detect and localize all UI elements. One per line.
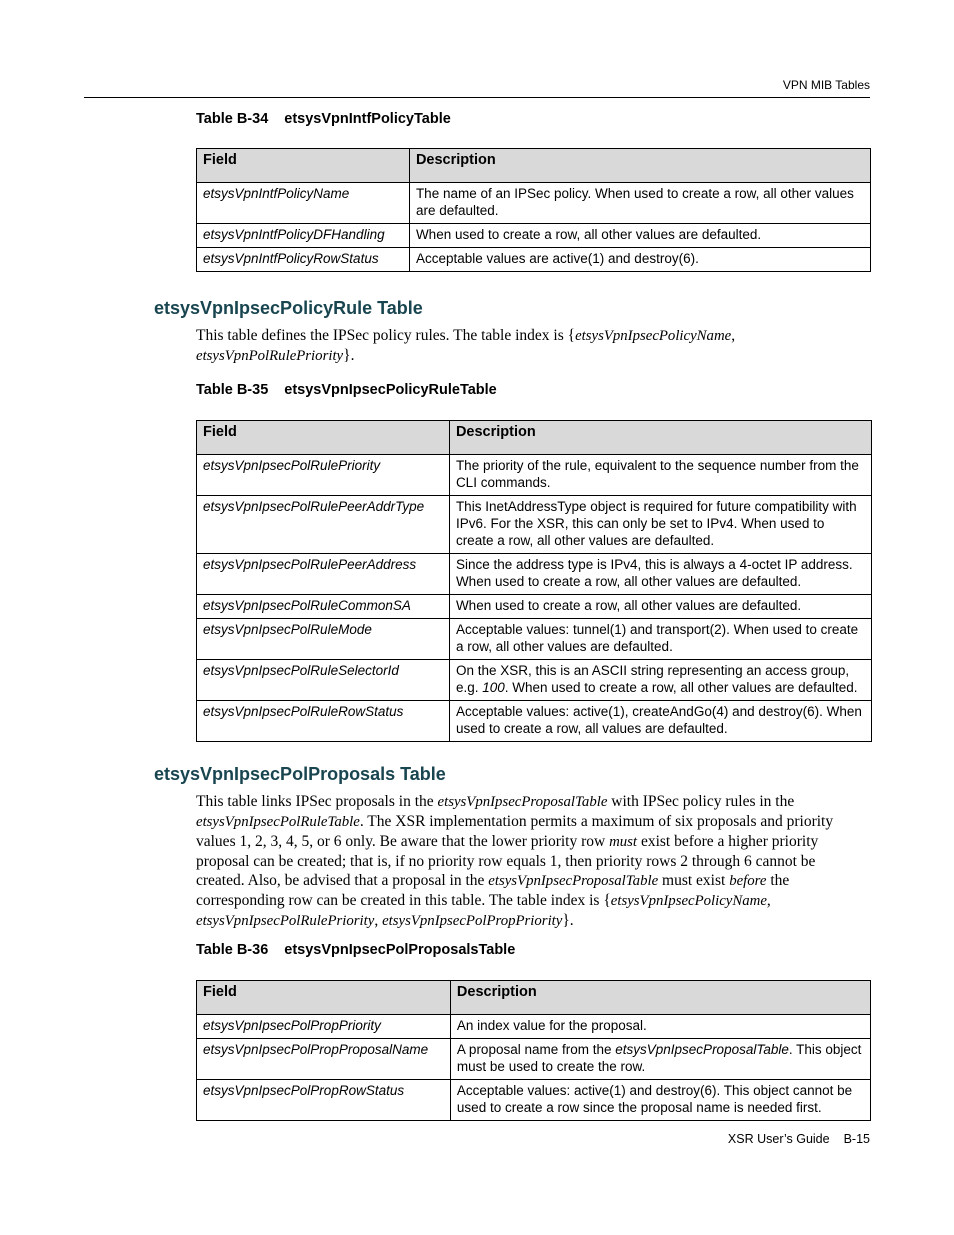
para-text: ,	[374, 912, 383, 929]
field-cell: etsysVpnIpsecPolRuleCommonSA	[197, 595, 450, 619]
para-text: ,	[731, 327, 736, 344]
description-cell: An index value for the proposal.	[450, 1015, 870, 1039]
table-b36-label: Table B-36	[196, 942, 269, 958]
description-cell: This InetAddressType object is required for future compatibility with IPv6. For the XSR, this can only be set to IPv4. When used to create a row, all other values are defaulted.	[449, 496, 871, 554]
table-row	[197, 619, 872, 660]
para-text: This table links IPSec proposals in the	[196, 793, 438, 810]
field-cell: etsysVpnIpsecPolPropPriority	[197, 1015, 451, 1039]
section-heading-policy-rule: etsysVpnIpsecPolicyRule Table	[154, 298, 423, 318]
para-text: }.	[562, 912, 574, 929]
para-text: the corresponding row can be created in this table. The table index is {	[196, 872, 790, 909]
table-header-row	[197, 981, 871, 1015]
page-footer	[728, 1132, 870, 1146]
table-b35-caption	[196, 382, 497, 398]
para-text: This table defines the IPSec policy rules. The table index is {	[196, 327, 576, 344]
description-cell	[450, 1039, 870, 1080]
footer-page-number: B-15	[843, 1132, 870, 1146]
footer-guide-name: XSR User’s Guide	[727, 1132, 830, 1146]
para-italic: etsysVpnIpsecProposalTable	[437, 794, 608, 810]
para-text: with IPSec policy rules in the	[607, 793, 795, 810]
para-italic: must	[609, 834, 638, 850]
para-italic: etsysVpnPolRulePriority	[196, 348, 344, 364]
field-cell: etsysVpnIpsecPolRulePeerAddrType	[197, 496, 450, 554]
table-b34-title: etsysVpnIntfPolicyTable	[284, 111, 451, 127]
pol-proposals-paragraph	[196, 792, 856, 931]
description-italic: 100	[482, 680, 505, 695]
field-cell: etsysVpnIpsecPolPropRowStatus	[197, 1080, 451, 1121]
table-b35	[196, 420, 872, 742]
description-text: A proposal name from the	[456, 1042, 616, 1057]
para-italic: etsysVpnIpsecPolPropPriority	[382, 913, 563, 929]
table-row	[197, 455, 872, 496]
field-cell: etsysVpnIpsecPolRuleSelectorId	[197, 660, 450, 701]
table-b34	[196, 148, 871, 272]
table-row	[197, 496, 872, 554]
description-cell: The name of an IPSec policy. When used to create a row, all other values are defaulted.	[409, 183, 870, 224]
table-b34-label: Table B-34	[196, 111, 269, 127]
field-cell: etsysVpnIpsecPolRulePriority	[197, 455, 450, 496]
field-column-header: Field	[197, 981, 451, 1015]
table-row	[197, 554, 872, 595]
table-row	[197, 1015, 871, 1039]
para-text: . The XSR implementation permits a maximum of six proposals and priority values 1, 2, 3, 4, 5, or 6 only. Be aware that the lower priority row	[196, 813, 834, 850]
para-italic: etsysVpnIpsecPolicyName	[575, 328, 732, 344]
table-header-row	[197, 149, 871, 183]
para-text: must exist	[658, 872, 730, 889]
table-b35-label: Table B-35	[196, 382, 269, 398]
table-b34-caption	[196, 111, 451, 127]
para-text: }.	[343, 347, 355, 364]
table-row	[197, 224, 871, 248]
table-row	[197, 1080, 871, 1121]
description-column-header: Description	[409, 149, 870, 183]
table-row	[197, 660, 872, 701]
field-cell: etsysVpnIntfPolicyDFHandling	[197, 224, 410, 248]
table-row	[197, 248, 871, 272]
table-row	[197, 701, 872, 742]
description-text: . This object must be used to create the row.	[456, 1042, 862, 1074]
table-row	[197, 1039, 871, 1080]
table-b35-title: etsysVpnIpsecPolicyRuleTable	[284, 382, 497, 398]
description-text: . When used to create a row, all other values are defaulted.	[504, 680, 858, 695]
field-column-header: Field	[197, 421, 450, 455]
para-italic: before	[729, 873, 767, 889]
running-header: VPN MIB Tables	[782, 78, 870, 92]
para-italic: etsysVpnIpsecPolicyName	[610, 893, 767, 909]
field-cell: etsysVpnIpsecPolPropProposalName	[197, 1039, 451, 1080]
description-cell: Since the address type is IPv4, this is always a 4-octet IP address. When used to create a row, all other values are defaulted.	[449, 554, 871, 595]
description-cell: Acceptable values: tunnel(1) and transport(2). When used to create a row, all other values are defaulted.	[449, 619, 871, 660]
table-b36	[196, 980, 871, 1121]
field-column-header: Field	[197, 149, 410, 183]
para-italic: etsysVpnIpsecProposalTable	[488, 873, 659, 889]
section-heading-pol-proposals: etsysVpnIpsecPolProposals Table	[154, 764, 446, 784]
header-rule	[84, 97, 870, 98]
description-cell: Acceptable values are active(1) and destroy(6).	[409, 248, 870, 272]
para-italic: etsysVpnIpsecPolRulePriority	[196, 913, 375, 929]
para-text: ,	[766, 892, 771, 909]
table-header-row	[197, 421, 872, 455]
field-cell: etsysVpnIpsecPolRulePeerAddress	[197, 554, 450, 595]
description-italic: etsysVpnIpsecProposalTable	[615, 1042, 789, 1057]
description-cell: The priority of the rule, equivalent to the sequence number from the CLI commands.	[449, 455, 871, 496]
description-cell: Acceptable values: active(1) and destroy(6). This object cannot be used to create a row since the proposal name is needed first.	[450, 1080, 870, 1121]
description-text: On the XSR, this is an ASCII string representing an access group, e.g.	[455, 663, 850, 695]
description-cell: Acceptable values: active(1), createAndGo(4) and destroy(6). When used to create a row, all values are defaulted.	[449, 701, 871, 742]
description-cell: When used to create a row, all other values are defaulted.	[449, 595, 871, 619]
field-cell: etsysVpnIntfPolicyName	[197, 183, 410, 224]
table-b36-title: etsysVpnIpsecPolProposalsTable	[284, 942, 516, 958]
description-cell	[449, 660, 871, 701]
policy-rule-paragraph	[196, 326, 856, 366]
para-italic: etsysVpnIpsecPolRuleTable	[196, 814, 360, 830]
table-row	[197, 183, 871, 224]
description-column-header: Description	[449, 421, 871, 455]
field-cell: etsysVpnIpsecPolRuleRowStatus	[197, 701, 450, 742]
table-b36-caption	[196, 942, 515, 958]
field-cell: etsysVpnIntfPolicyRowStatus	[197, 248, 410, 272]
description-column-header: Description	[450, 981, 870, 1015]
para-text: exist before a higher priority proposal can be created; that is, if no priority row equals 1, then priority rows 2 through 6 cannot be created. Also, be advised that a proposal in the	[196, 833, 819, 889]
table-row	[197, 595, 872, 619]
description-cell: When used to create a row, all other values are defaulted.	[409, 224, 870, 248]
field-cell: etsysVpnIpsecPolRuleMode	[197, 619, 450, 660]
